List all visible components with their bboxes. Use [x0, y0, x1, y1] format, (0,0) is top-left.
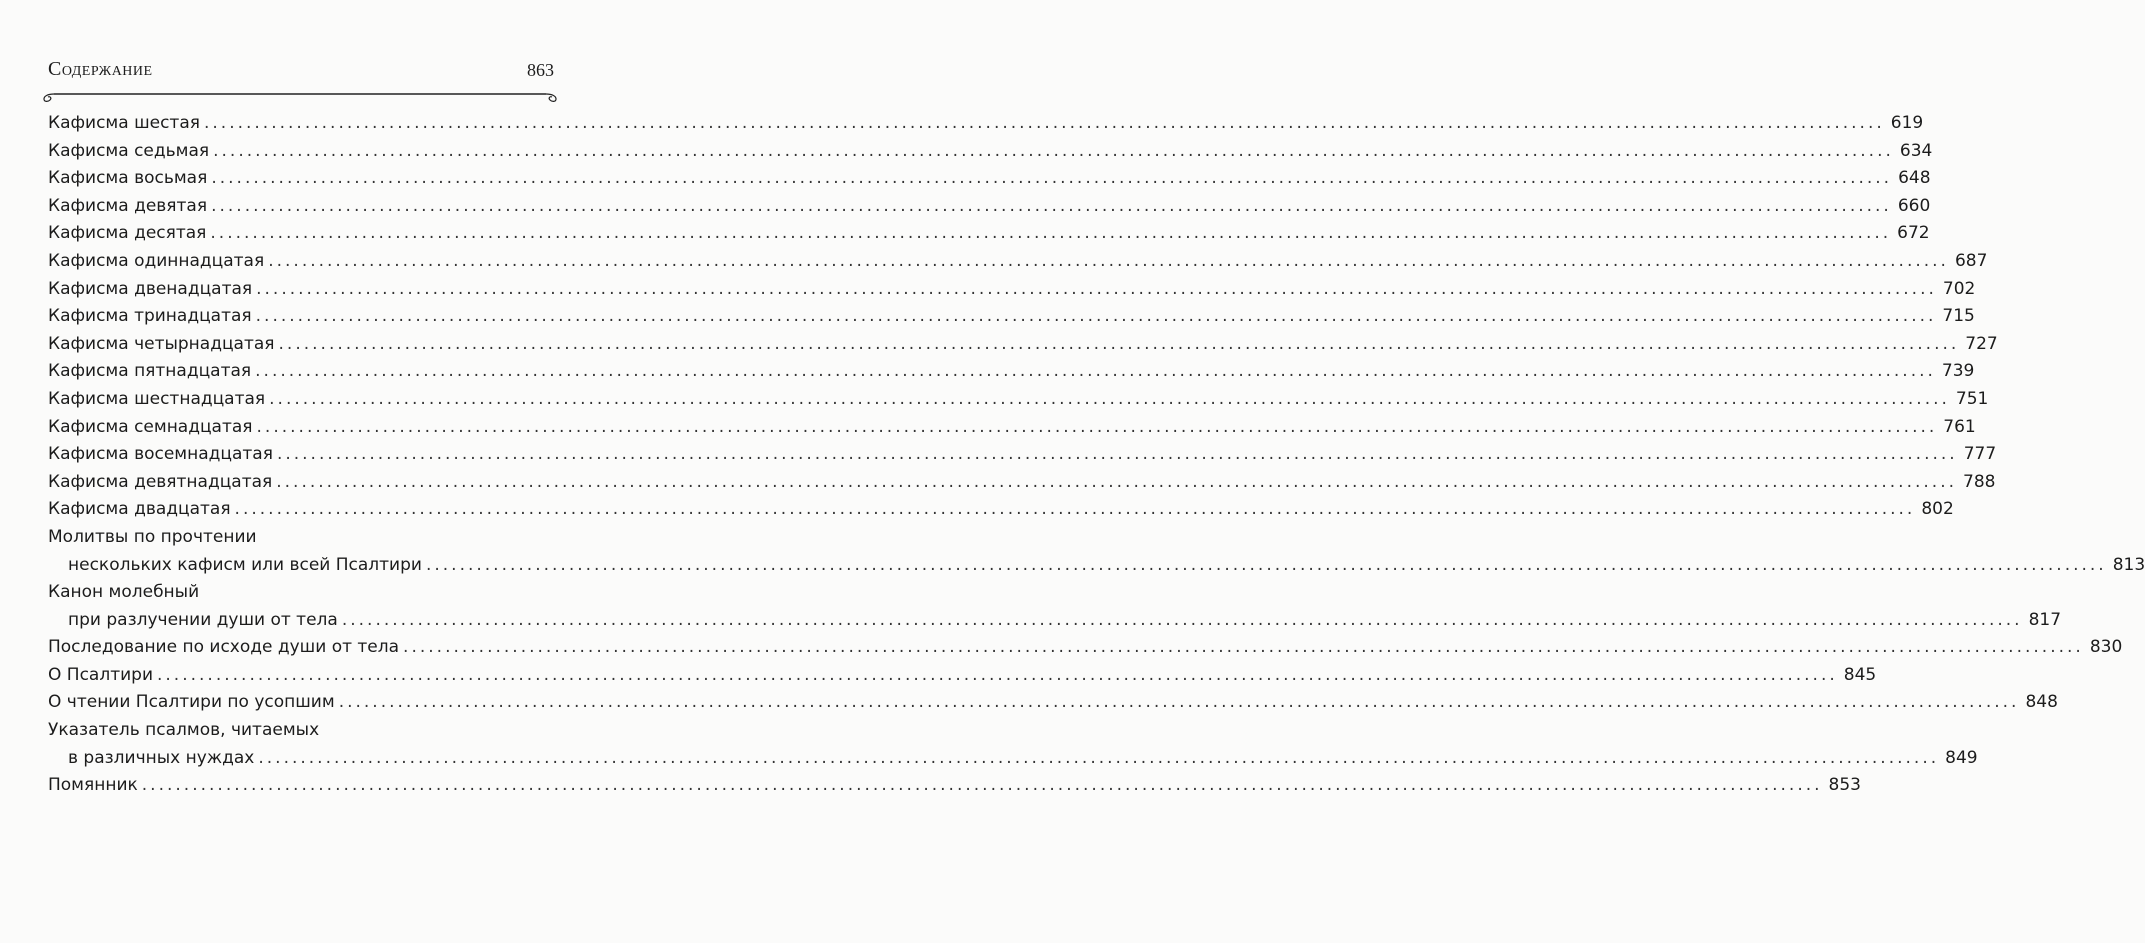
toc-entry: [48, 634, 2123, 662]
dot-leader: ........................................................................................................................................................................................................: [269, 388, 1950, 409]
toc-entry-page: 648: [1898, 168, 1931, 189]
dot-leader: ........................................................................................................................................................................................................: [211, 168, 1893, 189]
dot-leader: ........................................................................................................................................................................................................: [255, 361, 1936, 382]
toc-entry-title: Кафисма четырнадцатая: [48, 333, 275, 354]
toc-entry: [48, 138, 1933, 166]
toc-entry-title: в различных нуждах: [68, 747, 255, 768]
page-number: 863: [527, 60, 554, 80]
toc-entry-title: Кафисма десятая: [48, 223, 207, 244]
toc-entry-page: 634: [1899, 140, 1933, 161]
table-of-contents: [48, 110, 2145, 800]
dot-leader: ........................................................................................................................................................................................................: [276, 444, 1958, 465]
toc-entry: [48, 303, 1975, 331]
toc-entry-page: 830: [2089, 637, 2123, 658]
toc-entry: [48, 358, 1975, 386]
dot-leader: ........................................................................................................................................................................................................: [141, 775, 1823, 796]
dot-leader: ........................................................................................................................................................................................................: [255, 306, 1937, 327]
toc-entry-page: 777: [1963, 444, 1997, 465]
toc-entry-title: Кафисма девятнадцатая: [48, 471, 273, 492]
toc-entry-title: Кафисма двадцатая: [48, 499, 231, 520]
running-title: Содержание: [48, 58, 153, 80]
toc-entry: [48, 579, 550, 607]
toc-entry-page: 687: [1954, 250, 1988, 271]
dot-leader: ........................................................................................................................................................................................................: [234, 499, 1916, 520]
toc-entry-title: Канон молебный: [48, 582, 200, 603]
toc-entry-title: Кафисма восемнадцатая: [48, 444, 273, 465]
toc-entry-title: Указатель псалмов, читаемых: [48, 720, 320, 741]
toc-entry-page: 817: [2028, 609, 2062, 630]
toc-entry-title: Кафисма семнадцатая: [48, 416, 253, 437]
dot-leader: ........................................................................................................................................................................................................: [425, 554, 2107, 575]
toc-entry: [48, 414, 1976, 442]
toc-entry: [48, 441, 1997, 469]
toc-entry-page: 848: [2025, 692, 2058, 713]
toc-entry-title: Молитвы по прочтении: [48, 526, 257, 547]
toc-entry: [48, 745, 1978, 773]
toc-entry-title: Кафисма одиннадцатая: [48, 250, 265, 271]
toc-entry-page: 672: [1897, 223, 1930, 244]
dot-leader: ........................................................................................................................................................................................................: [341, 609, 2023, 630]
toc-entry-page: 727: [1965, 333, 1998, 354]
toc-entry: [48, 524, 550, 552]
toc-entry-title: Кафисма пятнадцатая: [48, 361, 252, 382]
toc-entry-title: Кафисма девятая: [48, 195, 208, 216]
toc-entry-title: Кафисма седьмая: [48, 140, 210, 161]
toc-entry-page: 849: [1945, 747, 1978, 768]
toc-entry-page: 788: [1963, 471, 1996, 492]
dot-leader: ........................................................................................................................................................................................................: [210, 223, 1892, 244]
toc-entry-title: Кафисма тринадцатая: [48, 306, 252, 327]
dot-leader: ........................................................................................................................................................................................................: [256, 416, 1938, 437]
toc-entry-page: 715: [1942, 306, 1975, 327]
toc-entry: [48, 662, 1877, 690]
toc-entry: [48, 607, 2062, 635]
dot-leader: ........................................................................................................................................................................................................: [211, 195, 1892, 216]
toc-entry-page: 702: [1942, 278, 1976, 299]
dot-leader: ........................................................................................................................................................................................................: [203, 113, 1885, 133]
toc-entry-page: 802: [1921, 499, 1954, 520]
toc-entry: [48, 772, 1861, 800]
toc-entry: [48, 717, 550, 745]
toc-entry-title: Последование по исходе души от тела: [48, 637, 400, 658]
dot-leader: ........................................................................................................................................................................................................: [268, 250, 1949, 271]
toc-entry-title: О Псалтири: [48, 664, 153, 685]
dot-leader: ........................................................................................................................................................................................................: [157, 664, 1838, 685]
toc-entry-title: нескольких кафисм или всей Псалтири: [68, 554, 422, 575]
dot-leader: ........................................................................................................................................................................................................: [276, 471, 1958, 492]
dot-leader: ........................................................................................................................................................................................................: [338, 692, 2020, 713]
dot-leader: ........................................................................................................................................................................................................: [278, 333, 1960, 354]
running-header: [48, 58, 554, 88]
toc-entry-page: 761: [1943, 416, 1976, 437]
dot-leader: ........................................................................................................................................................................................................: [256, 278, 1937, 299]
toc-entry-title: Кафисма восьмая: [48, 168, 208, 189]
toc-entry: [48, 496, 1954, 524]
toc-entry-page: 739: [1941, 361, 1975, 382]
dot-leader: ........................................................................................................................................................................................................: [258, 747, 1940, 768]
toc-entry: [48, 110, 1924, 138]
toc-entry-page: 619: [1890, 113, 1924, 133]
toc-entry-page: 751: [1955, 388, 1989, 409]
toc-entry: [48, 386, 1989, 414]
toc-entry-title: при разлучении души от тела: [68, 609, 338, 630]
toc-entry-title: Кафисма шестнадцатая: [48, 388, 266, 409]
toc-entry: [48, 248, 1988, 276]
toc-entry-page: 813: [2112, 554, 2145, 575]
dot-leader: ........................................................................................................................................................................................................: [213, 140, 1894, 161]
toc-entry: [48, 552, 2145, 580]
toc-entry-page: 853: [1828, 775, 1861, 796]
header-ornament-rule: [40, 90, 560, 104]
toc-entry-title: Помянник: [48, 775, 138, 796]
toc-entry: [48, 193, 1931, 221]
toc-entry: [48, 276, 1976, 304]
toc-entry: [48, 220, 1930, 248]
toc-entry-title: Кафисма двенадцатая: [48, 278, 253, 299]
toc-entry: [48, 331, 1998, 359]
dot-leader: ........................................................................................................................................................................................................: [403, 637, 2084, 658]
toc-entry: [48, 165, 1931, 193]
toc-entry: [48, 689, 2058, 717]
toc-entry-title: О чтении Псалтири по усопшим: [48, 692, 335, 713]
toc-entry-page: 660: [1897, 195, 1931, 216]
toc-entry-page: 845: [1843, 664, 1877, 685]
toc-entry: [48, 469, 1996, 497]
toc-entry-title: Кафисма шестая: [48, 113, 200, 133]
